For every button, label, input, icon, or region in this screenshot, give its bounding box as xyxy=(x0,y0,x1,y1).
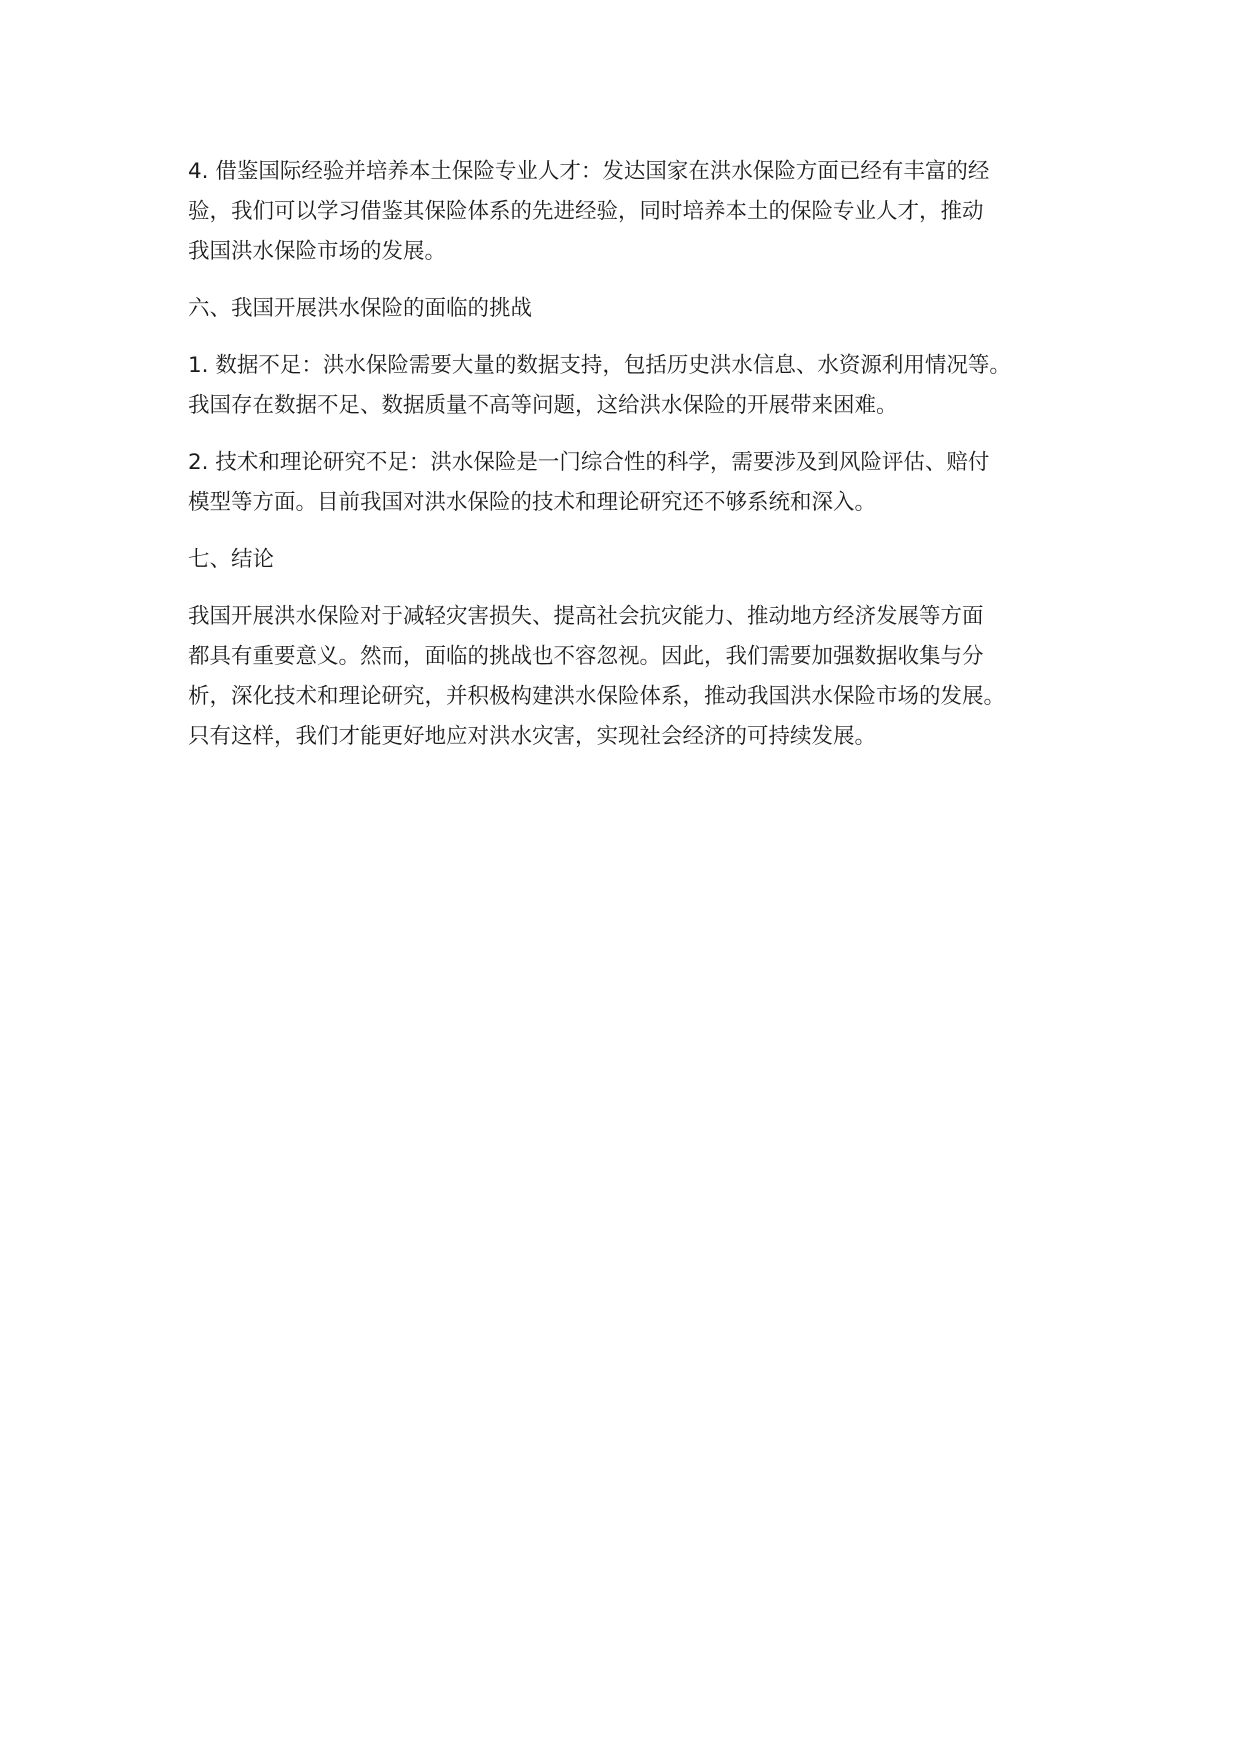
paragraph-international-experience xyxy=(188,152,1088,272)
paragraph-research-shortage xyxy=(188,443,1088,523)
text-line: 我国开展洪水保险对于减轻灾害损失、提高社会抗灾能力、推动地方经济发展等方面 xyxy=(188,604,984,629)
heading-text: 六、我国开展洪水保险的面临的挑战 xyxy=(188,296,533,321)
text-line: 只有这样，我们才能更好地应对洪水灾害，实现社会经济的可持续发展。 xyxy=(188,724,877,749)
paragraph-data-shortage xyxy=(188,346,1088,426)
text-line: 都具有重要意义。然而，面临的挑战也不容忽视。因此，我们需要加强数据收集与分 xyxy=(188,644,984,669)
paragraph-conclusion xyxy=(188,597,1088,757)
paragraph-spacer xyxy=(188,329,1088,346)
document-body xyxy=(188,152,1088,757)
text-line: 析，深化技术和理论研究，并积极构建洪水保险体系，推动我国洪水保险市场的发展。 xyxy=(188,684,1006,709)
text-line: 我国存在数据不足、数据质量不高等问题，这给洪水保险的开展带来困难。 xyxy=(188,393,898,418)
text-line: 4. 借鉴国际经验并培养本土保险专业人才：发达国家在洪水保险方面已经有丰富的经 xyxy=(188,159,990,184)
text-line: 模型等方面。目前我国对洪水保险的技术和理论研究还不够系统和深入。 xyxy=(188,490,877,515)
paragraph-spacer xyxy=(188,580,1088,597)
paragraph-spacer xyxy=(188,272,1088,289)
text-line: 验，我们可以学习借鉴其保险体系的先进经验，同时培养本土的保险专业人才，推动 xyxy=(188,199,984,224)
heading-text: 七、结论 xyxy=(188,547,275,572)
paragraph-spacer xyxy=(188,426,1088,443)
section-heading-conclusion xyxy=(188,540,1088,580)
text-line: 2. 技术和理论研究不足：洪水保险是一门综合性的科学，需要涉及到风险评估、赔付 xyxy=(188,450,990,475)
text-line: 我国洪水保险市场的发展。 xyxy=(188,239,447,264)
paragraph-spacer xyxy=(188,523,1088,540)
section-heading-challenges xyxy=(188,289,1088,329)
text-line: 1. 数据不足：洪水保险需要大量的数据支持，包括历史洪水信息、水资源利用情况等。 xyxy=(188,353,1011,378)
